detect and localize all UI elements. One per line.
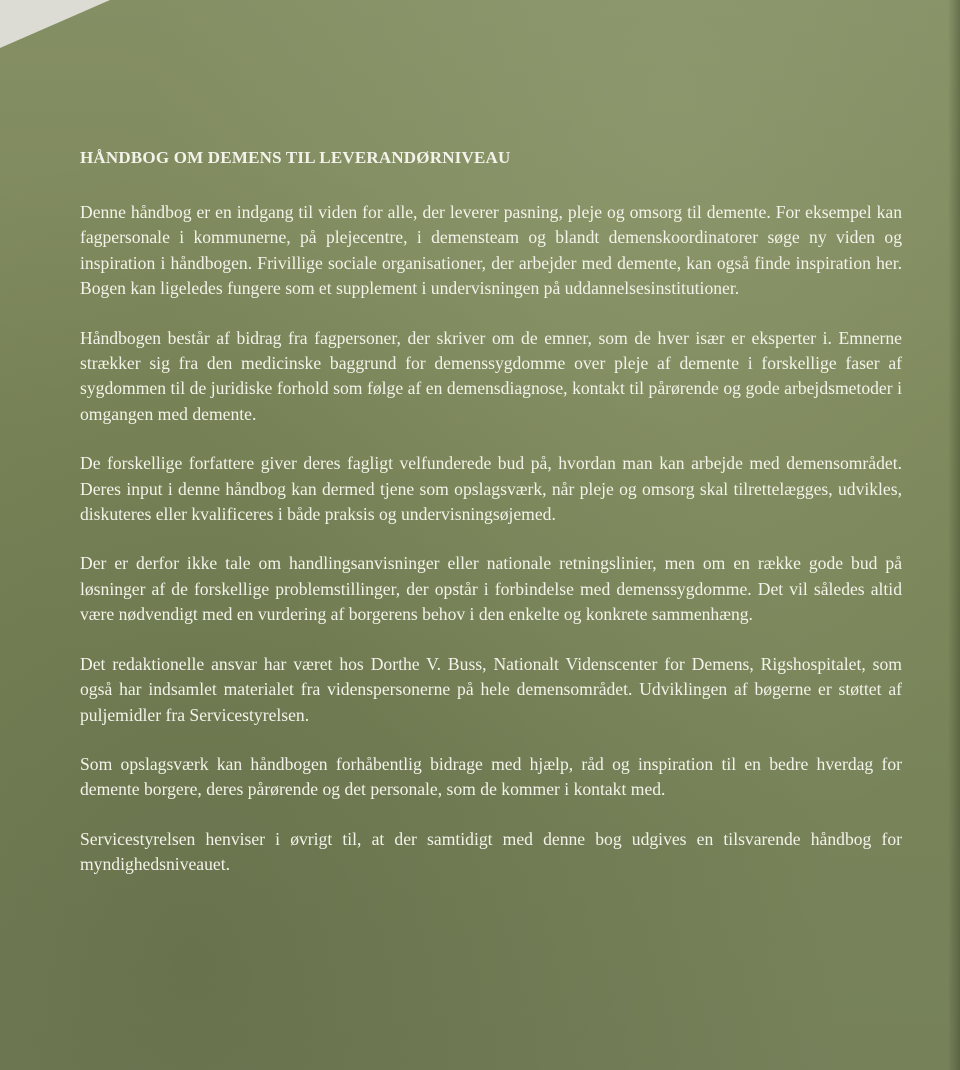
paragraph-reference: Som opslagsværk kan håndbogen forhåbentlig bidrage med hjælp, råd og inspiration til en bedre hverdag for demente borgere, deres pårørende og det personale, som de kommer i kontakt med. (80, 753, 902, 800)
paragraph-authors: De forskellige forfattere giver deres fagligt velfunderede bud på, hvordan man kan arbejde med demensområdet. Deres input i denne håndbog kan dermed tjene som opslagsværk, når pleje og omsorg skal tilrettelægges, udvikles, diskuteres eller kvalificeres i både praksis og undervisningsøjemed. (80, 453, 902, 525)
paragraph-intro: Denne håndbog er en indgang til viden for alle, der leverer pasning, pleje og omsorg til demente. For eksempel kan fagpersonale i kommunerne, på plejecentre, i demensteam og blandt demenskoordinatorer søge ny viden og inspiration i håndbogen. Frivillige sociale organisationer, der arbejder med demente, kan også finde inspiration her. Bogen kan ligeledes fungere som et supplement i undervisningen på uddannelsesinstitutioner. (80, 202, 902, 299)
paragraph-guidance: Der er derfor ikke tale om handlingsanvisninger eller nationale retningslinier, men om en række gode bud på løsninger af de forskellige problemstillinger, der opstår i forbindelse med demenssygdomme. Det vil således altid være nødvendigt med en vurdering af borgerens behov i den enkelte og konkrete sammenhæng. (80, 553, 902, 625)
cover-heading: HÅNDBOG OM DEMENS TIL LEVERANDØRNIVEAU (80, 148, 511, 167)
cover-edge-shadow (948, 0, 960, 1070)
cover-text (80, 148, 902, 902)
background-corner (0, 0, 110, 48)
paragraph-note: Servicestyrelsen henviser i øvrigt til, at der samtidigt med denne bog udgives en tilsvarende håndbog for myndighedsniveauet. (80, 828, 902, 875)
paragraph-editorial: Det redaktionelle ansvar har været hos Dorthe V. Buss, Nationalt Videnscenter for Demens, Rigshospitalet, som også har indsamlet materialet fra videnspersonerne på hele demensområdet. Udviklingen af bøgerne er støttet af puljemidler fra Servicestyrelsen. (80, 653, 902, 725)
paragraph-contributors: Håndbogen består af bidrag fra fagpersoner, der skriver om de emner, som de hver især er eksperter i. Emnerne strækker sig fra den medicinske baggrund for demenssygdomme over pleje af demente i forskellige faser af sygdommen til de juridiske forhold som følge af en demensdiagnose, kontakt til pårørende og gode arbejdsmetoder i omgangen med demente. (80, 327, 902, 424)
